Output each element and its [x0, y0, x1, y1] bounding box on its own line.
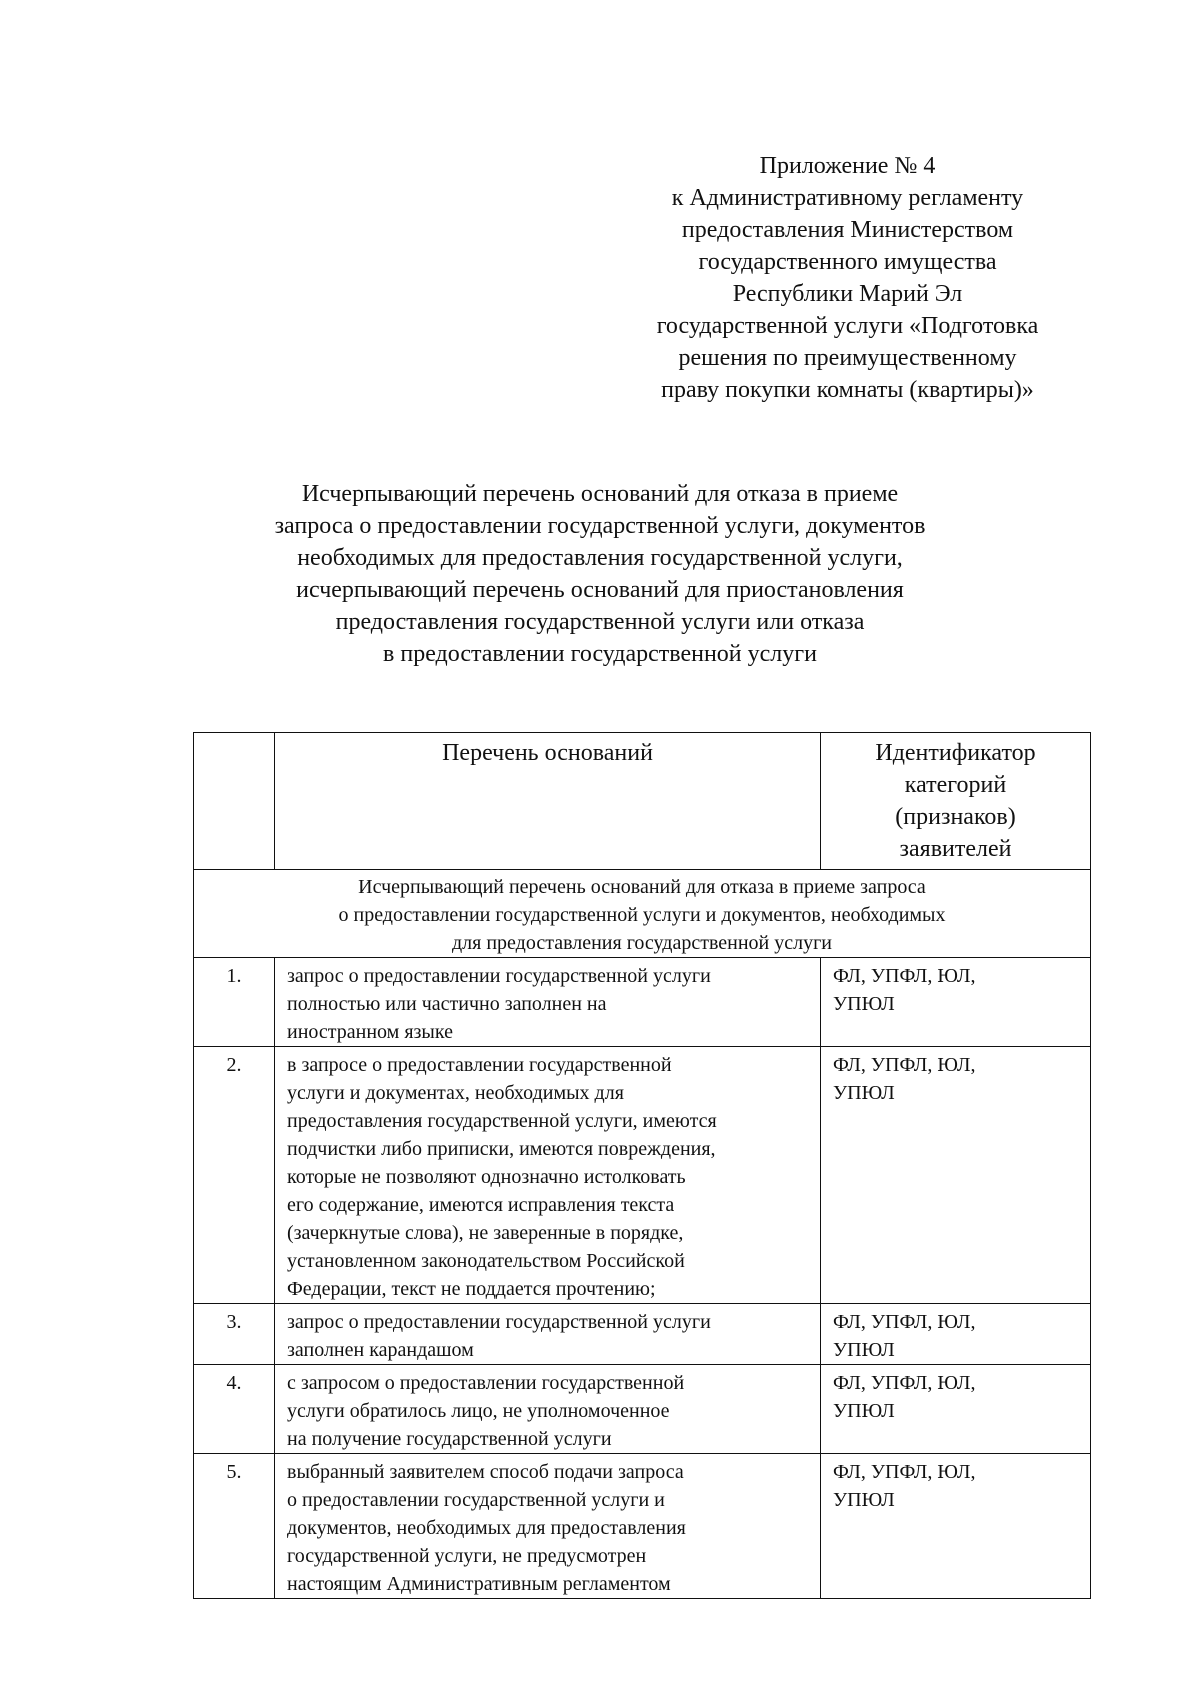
- table-row: [194, 1454, 1091, 1599]
- section-cell: [194, 870, 1091, 958]
- header-identifier-line: категорий: [904, 772, 1007, 798]
- row-text-line: запрос о предоставлении государственной услуги: [287, 965, 711, 987]
- row-text-line: полностью или частично заполнен на: [287, 993, 607, 1015]
- appendix-line: праву покупки комнаты (квартиры)»: [661, 377, 1034, 403]
- grounds-table: [193, 732, 1091, 1599]
- row-id-line: УПЮЛ: [833, 1339, 895, 1361]
- row-text-line: запрос о предоставлении государственной услуги: [287, 1311, 711, 1333]
- row-identifiers: [821, 1047, 1091, 1304]
- row-text-line: (зачеркнутые слова), не заверенные в порядке,: [287, 1222, 684, 1244]
- title-line: в предоставлении государственной услуги: [383, 641, 817, 667]
- row-identifiers: [821, 958, 1091, 1047]
- row-identifiers: [821, 1304, 1091, 1365]
- table-row: [194, 1365, 1091, 1454]
- row-id-line: ФЛ, УПФЛ, ЮЛ,: [833, 1311, 976, 1333]
- title-line: запроса о предоставлении государственной услуги, документов: [274, 513, 926, 539]
- table-row: [194, 958, 1091, 1047]
- row-number: 5.: [194, 1454, 275, 1599]
- row-text: [275, 1365, 821, 1454]
- row-text-line: выбранный заявителем способ подачи запроса: [287, 1461, 684, 1483]
- row-id-line: ФЛ, УПФЛ, ЮЛ,: [833, 1054, 976, 1076]
- row-text: [275, 1047, 821, 1304]
- header-identifier-line: заявителей: [899, 836, 1012, 862]
- row-text-line: на получение государственной услуги: [287, 1428, 612, 1450]
- section-row: [194, 870, 1091, 958]
- section-line: для предоставления государственной услуги: [451, 932, 833, 954]
- appendix-line: Республики Марий Эл: [732, 281, 963, 307]
- row-text-line: государственной услуги, не предусмотрен: [287, 1545, 647, 1567]
- row-number: 4.: [194, 1365, 275, 1454]
- header-identifier-line: (признаков): [895, 804, 1016, 830]
- row-number: 2.: [194, 1047, 275, 1304]
- row-text: [275, 958, 821, 1047]
- row-text-line: в запросе о предоставлении государственной: [287, 1054, 672, 1076]
- title-line: исчерпывающий перечень оснований для приостановления: [296, 577, 904, 603]
- header-grounds-label: Перечень оснований: [442, 740, 653, 766]
- row-identifiers: [821, 1365, 1091, 1454]
- row-id-line: ФЛ, УПФЛ, ЮЛ,: [833, 1372, 976, 1394]
- row-number: 3.: [194, 1304, 275, 1365]
- appendix-line: к Административному регламенту: [671, 185, 1024, 211]
- row-text-line: которые не позволяют однозначно истолковать: [287, 1166, 686, 1188]
- row-text-line: заполнен карандашом: [287, 1339, 474, 1361]
- document-title: [220, 478, 980, 670]
- row-text-line: о предоставлении государственной услуги и: [287, 1489, 665, 1511]
- row-text-line: его содержание, имеются исправления текста: [287, 1194, 675, 1216]
- row-text-line: документов, необходимых для предоставления: [287, 1517, 686, 1539]
- row-id-line: ФЛ, УПФЛ, ЮЛ,: [833, 1461, 976, 1483]
- section-line: о предоставлении государственной услуги и документов, необходимых: [338, 904, 946, 926]
- table-row: [194, 1047, 1091, 1304]
- row-text-line: установленном законодательством Российской: [287, 1250, 685, 1272]
- appendix-line: государственного имущества: [698, 249, 997, 275]
- row-text-line: иностранном языке: [287, 1021, 453, 1043]
- row-id-line: УПЮЛ: [833, 1489, 895, 1511]
- title-line: Исчерпывающий перечень оснований для отказа в приеме: [301, 481, 899, 507]
- row-id-line: УПЮЛ: [833, 1082, 895, 1104]
- header-identifier-line: Идентификатор: [875, 740, 1036, 766]
- header-number-cell: [194, 733, 275, 870]
- header-identifier-cell: [821, 733, 1091, 870]
- row-id-line: ФЛ, УПФЛ, ЮЛ,: [833, 965, 976, 987]
- header-grounds-cell: [275, 733, 821, 870]
- table-row: [194, 1304, 1091, 1365]
- appendix-line: решения по преимущественному: [678, 345, 1017, 371]
- row-text-line: настоящим Административным регламентом: [287, 1573, 671, 1595]
- row-text-line: услуги и документах, необходимых для: [287, 1082, 624, 1104]
- row-id-line: УПЮЛ: [833, 993, 895, 1015]
- row-text-line: предоставления государственной услуги, имеются: [287, 1110, 717, 1132]
- row-text: [275, 1454, 821, 1599]
- title-line: необходимых для предоставления государственной услуги,: [297, 545, 903, 571]
- row-number: 1.: [194, 958, 275, 1047]
- appendix-header: [600, 150, 1095, 406]
- row-identifiers: [821, 1454, 1091, 1599]
- row-text-line: с запросом о предоставлении государственной: [287, 1372, 685, 1394]
- row-text-line: Федерации, текст не поддается прочтению;: [287, 1278, 656, 1300]
- section-line: Исчерпывающий перечень оснований для отказа в приеме запроса: [358, 876, 926, 898]
- table-header-row: [194, 733, 1091, 870]
- appendix-line: государственной услуги «Подготовка: [656, 313, 1039, 339]
- appendix-line: Приложение № 4: [759, 153, 936, 179]
- row-id-line: УПЮЛ: [833, 1400, 895, 1422]
- appendix-line: предоставления Министерством: [681, 217, 1014, 243]
- row-text: [275, 1304, 821, 1365]
- title-line: предоставления государственной услуги или отказа: [335, 609, 865, 635]
- row-text-line: подчистки либо приписки, имеются повреждения,: [287, 1138, 716, 1160]
- row-text-line: услуги обратилось лицо, не уполномоченное: [287, 1400, 670, 1422]
